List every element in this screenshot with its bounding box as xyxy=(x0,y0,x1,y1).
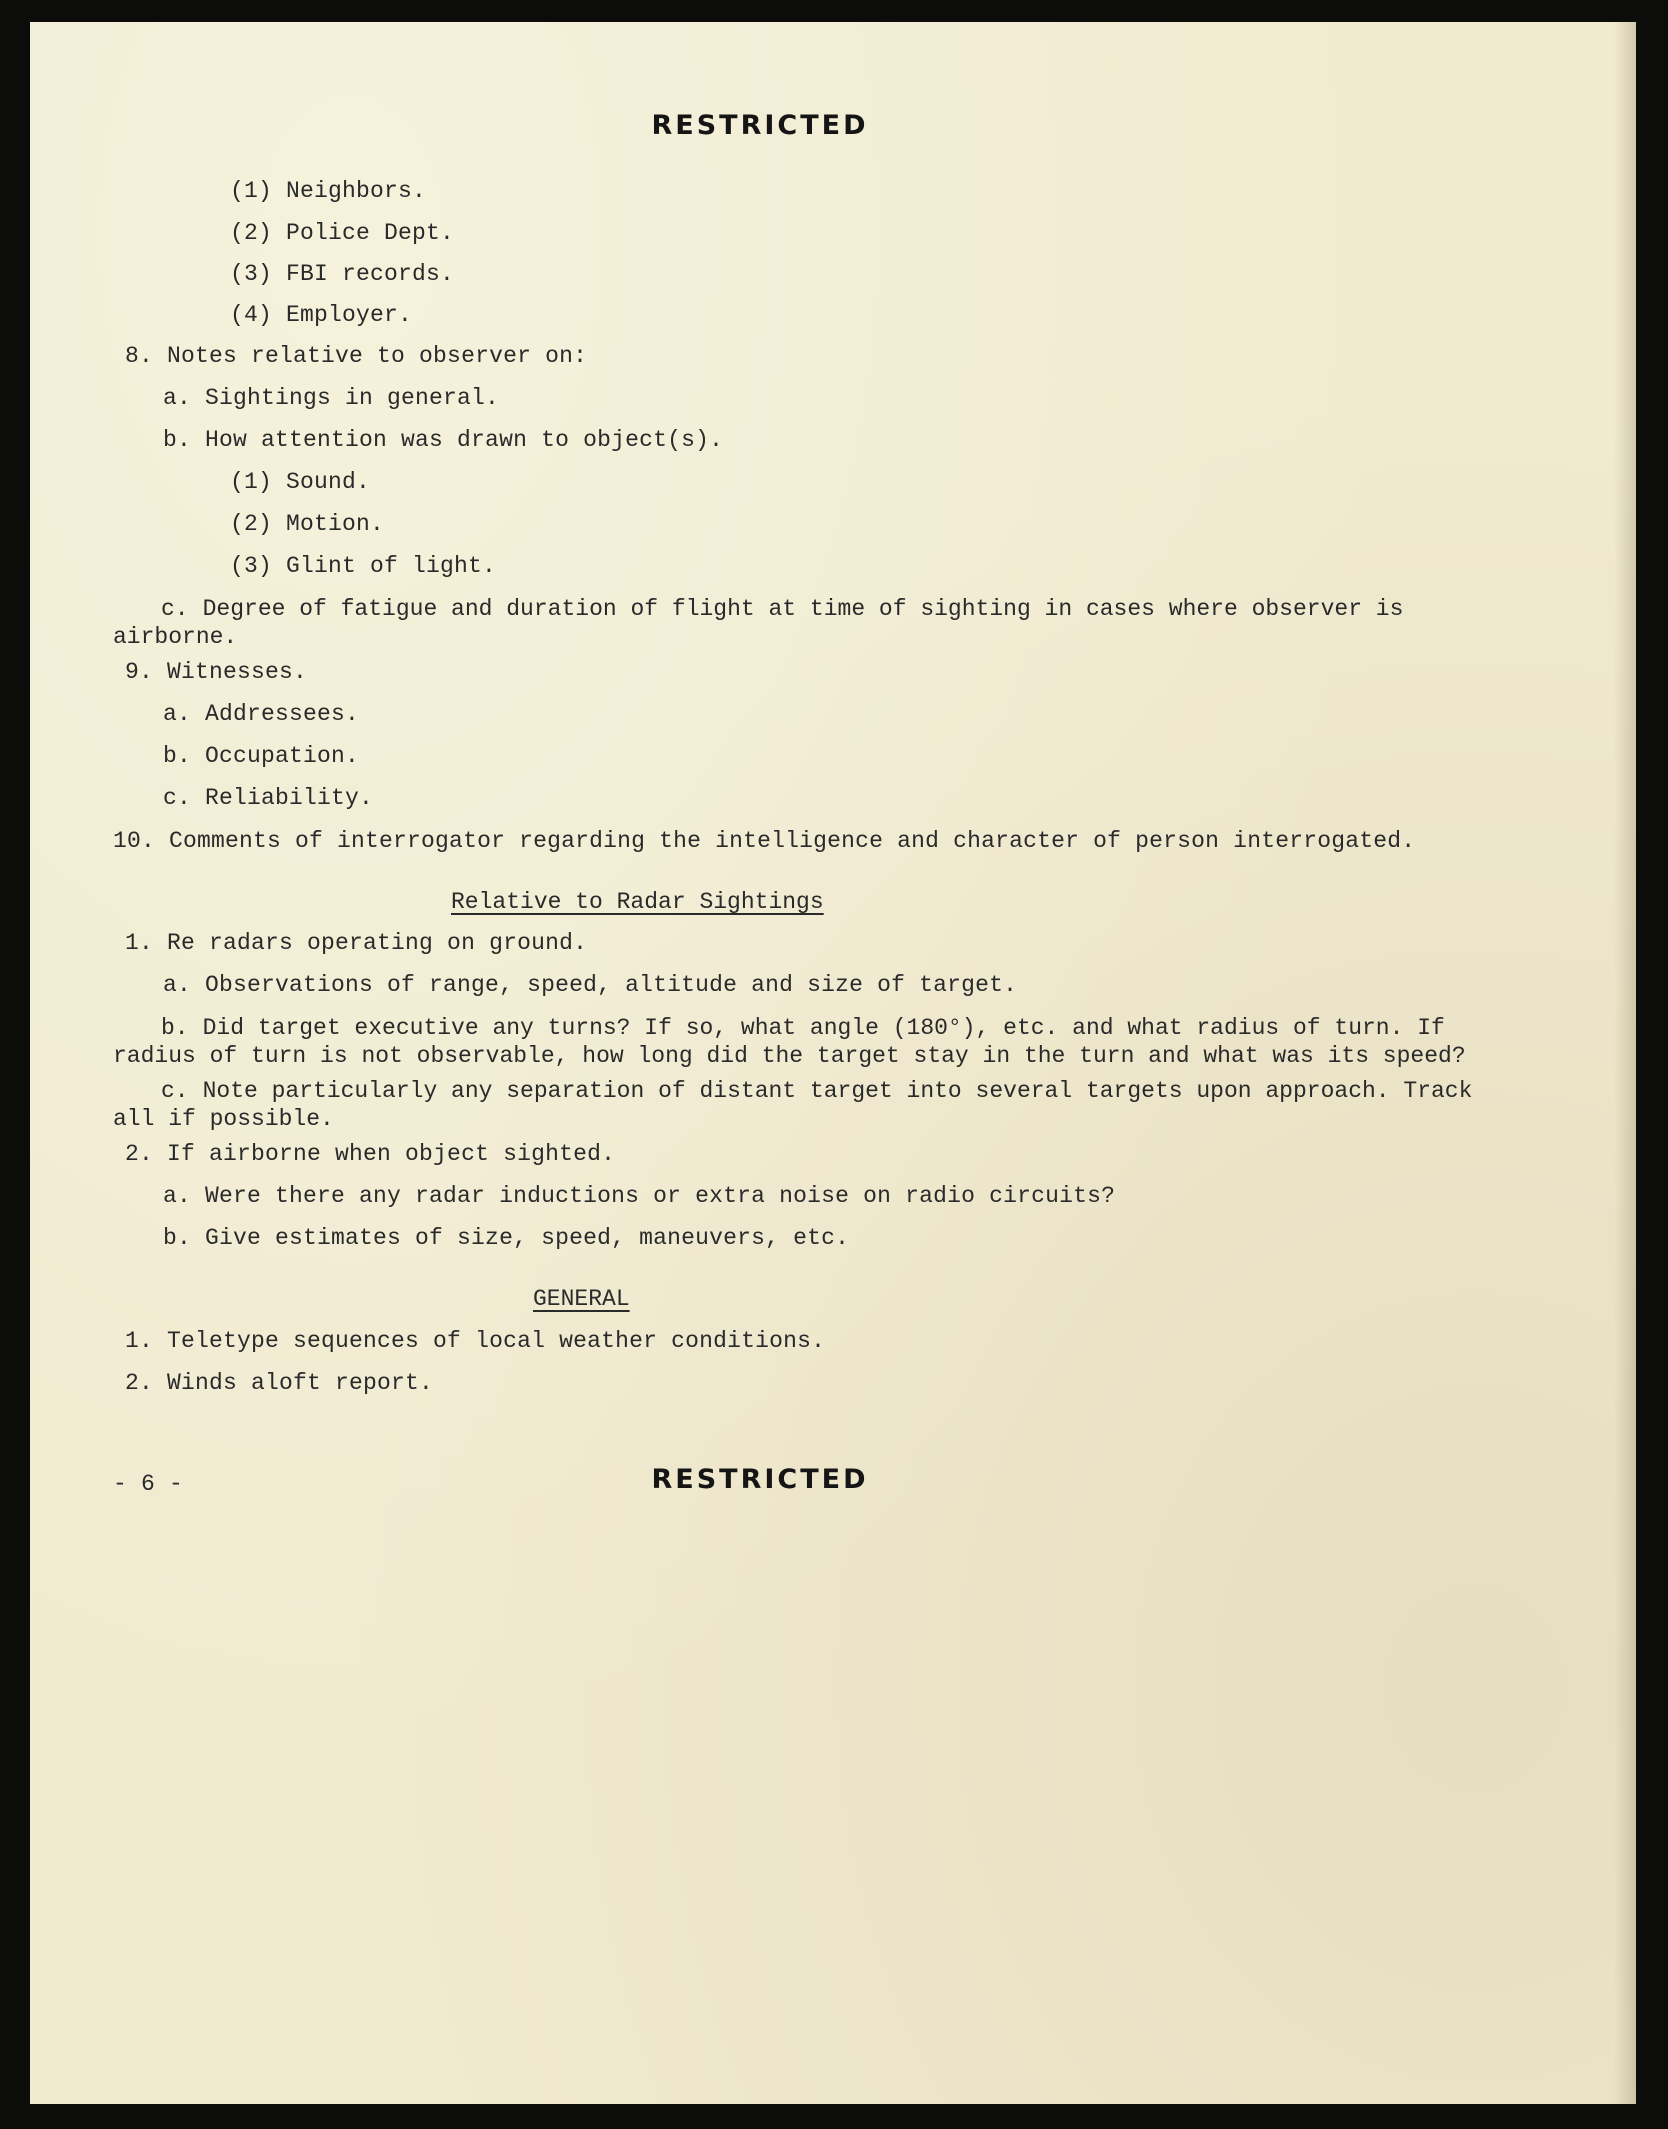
item-text: Notes relative to observer on: xyxy=(167,343,588,369)
item-text: Degree of fatigue and duration of flight at time of sighting in cases where observer is airborne. xyxy=(113,596,1404,650)
list-item xyxy=(163,384,499,412)
list-item xyxy=(163,426,723,454)
item-text: Comments of interrogator regarding the intelligence and character of person interrogated. xyxy=(169,828,1416,854)
section-title-radar: Relative to Radar Sightings xyxy=(451,889,824,915)
item-number: 1. xyxy=(125,1328,154,1354)
page-edge-shadow xyxy=(1614,22,1636,2104)
list-item xyxy=(163,742,359,770)
item-number: 8. xyxy=(125,343,154,369)
item-text: Occupation. xyxy=(205,743,360,769)
item-number: 10. xyxy=(113,828,156,854)
item-text: Winds aloft report. xyxy=(167,1370,434,1396)
item-text: Reliability. xyxy=(205,785,374,811)
item-text: Neighbors. xyxy=(286,178,427,204)
item-number: c. xyxy=(163,785,192,811)
item-number: c. xyxy=(161,1078,189,1104)
item-number: a. xyxy=(163,701,192,727)
item-number: (1) xyxy=(230,178,273,204)
list-item xyxy=(125,1140,615,1168)
item-number: (4) xyxy=(230,302,273,328)
item-number: (3) xyxy=(230,261,273,287)
list-item xyxy=(230,301,412,329)
item-text: Employer. xyxy=(286,302,413,328)
footer-classification: RESTRICTED xyxy=(651,1464,869,1495)
page-number: - 6 - xyxy=(113,1471,184,1497)
item-number: 2. xyxy=(125,1141,154,1167)
item-text: FBI records. xyxy=(286,261,455,287)
header-classification: RESTRICTED xyxy=(651,110,869,141)
item-text: Glint of light. xyxy=(286,553,497,579)
item-text: Motion. xyxy=(286,511,385,537)
list-item xyxy=(230,219,454,247)
item-number: a. xyxy=(163,1183,192,1209)
list-item xyxy=(113,595,1483,651)
item-number: (2) xyxy=(230,220,273,246)
item-text: Were there any radar inductions or extra noise on radio circuits? xyxy=(205,1183,1116,1209)
list-item xyxy=(230,552,496,580)
item-text: Observations of range, speed, altitude and size of target. xyxy=(205,972,1018,998)
list-item xyxy=(163,971,1017,999)
item-number: 9. xyxy=(125,659,154,685)
item-number: (2) xyxy=(230,511,273,537)
list-item xyxy=(163,700,359,728)
item-text: Did target executive any turns? If so, what angle (180°), etc. and what radius of turn. If radius of turn is not observable, how long did the target stay in the turn and what was its speed? xyxy=(113,1015,1466,1069)
item-number: b. xyxy=(161,1015,189,1041)
item-text: Teletype sequences of local weather conditions. xyxy=(167,1328,826,1354)
item-text: Sightings in general. xyxy=(205,385,500,411)
item-number: (1) xyxy=(230,469,273,495)
list-item xyxy=(163,1182,1115,1210)
item-number: b. xyxy=(163,743,192,769)
item-number: c. xyxy=(161,596,189,622)
item-text: Police Dept. xyxy=(286,220,455,246)
item-number: (3) xyxy=(230,553,273,579)
list-item xyxy=(230,510,384,538)
item-text: If airborne when object sighted. xyxy=(167,1141,616,1167)
list-item xyxy=(125,929,587,957)
section-title-general: GENERAL xyxy=(533,1286,630,1312)
list-item xyxy=(113,1014,1483,1070)
item-number: a. xyxy=(163,972,192,998)
item-number: b. xyxy=(163,427,192,453)
document-page xyxy=(30,22,1636,2104)
list-item xyxy=(230,468,370,496)
item-number: a. xyxy=(163,385,192,411)
list-item xyxy=(163,784,373,812)
list-item xyxy=(125,658,307,686)
item-number: 1. xyxy=(125,930,154,956)
list-item xyxy=(230,177,426,205)
item-text: Note particularly any separation of distant target into several targets upon approach. Track all if possible. xyxy=(113,1078,1473,1132)
list-item xyxy=(163,1224,849,1252)
list-item xyxy=(113,827,1415,855)
list-item xyxy=(125,342,587,370)
list-item xyxy=(125,1369,433,1397)
item-text: Addressees. xyxy=(205,701,360,727)
item-text: Re radars operating on ground. xyxy=(167,930,588,956)
item-text: Sound. xyxy=(286,469,371,495)
list-item xyxy=(125,1327,825,1355)
list-item xyxy=(113,1077,1483,1133)
item-text: Witnesses. xyxy=(167,659,308,685)
list-item xyxy=(230,260,454,288)
item-number: b. xyxy=(163,1225,192,1251)
item-text: How attention was drawn to object(s). xyxy=(205,427,724,453)
item-number: 2. xyxy=(125,1370,154,1396)
item-text: Give estimates of size, speed, maneuvers, etc. xyxy=(205,1225,850,1251)
